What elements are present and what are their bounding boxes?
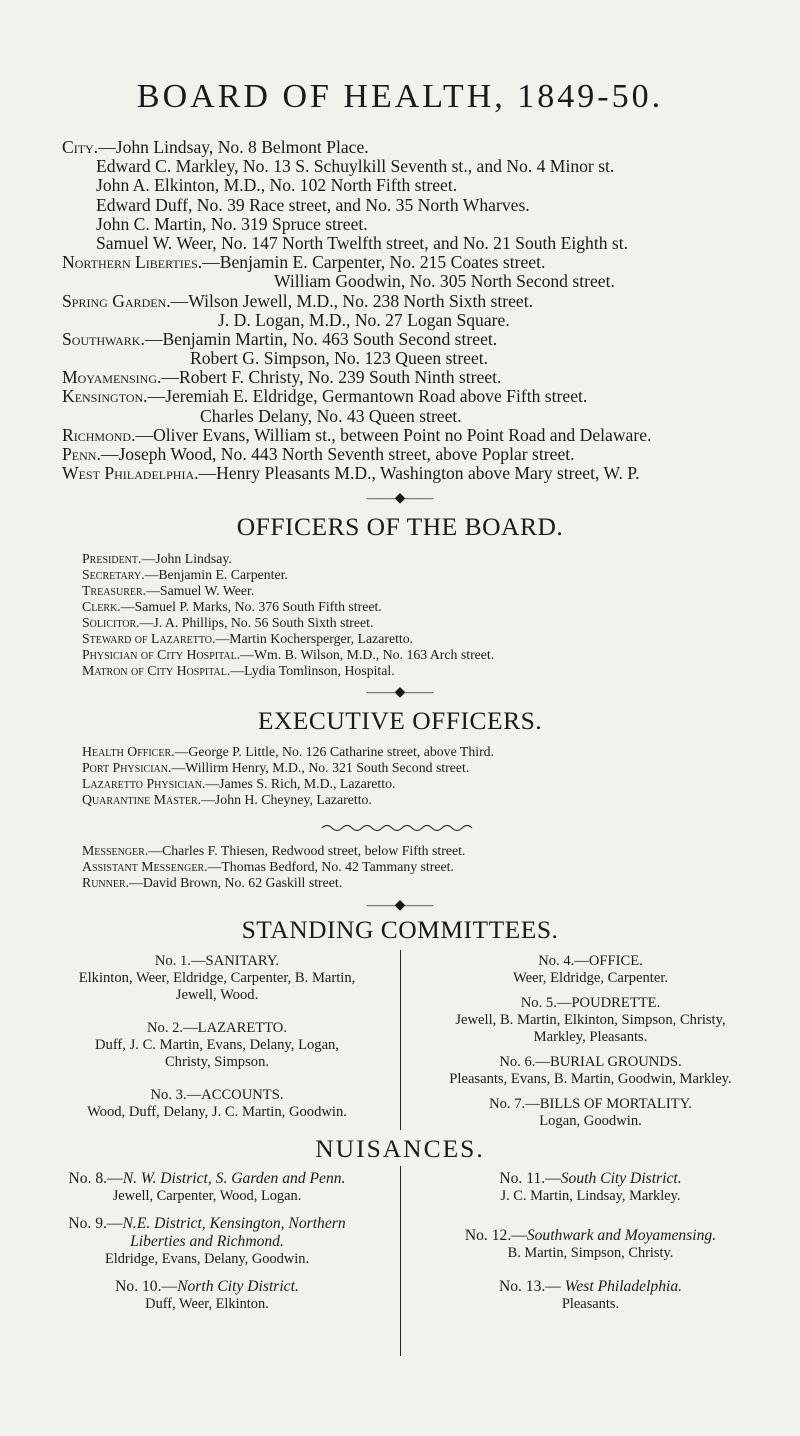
committee-members: Weer, Eldridge, Carpenter. (512, 970, 669, 986)
district-line (62, 445, 782, 464)
district-members-list (62, 138, 782, 483)
committee-members: Logan, Goodwin. (539, 1113, 642, 1129)
district-text: Edward Duff, No. 39 Race street, and No. 35 North Wharves. (96, 194, 530, 215)
executive-list (82, 744, 782, 808)
officer-entry (82, 599, 782, 615)
officers-heading: OFFICERS OF THE BOARD. (236, 512, 564, 541)
officer-name: —Benjamin E. Carpenter. (144, 567, 288, 582)
officer-entry (82, 567, 782, 583)
officer-entry (82, 776, 782, 792)
nuisance-district: North City District. (177, 1278, 299, 1295)
district-text: J. D. Logan, M.D., No. 27 Logan Square. (218, 309, 510, 330)
nuisance-number: No. 12.— (464, 1227, 527, 1244)
officer-name: —Samuel W. Weer. (146, 583, 255, 598)
district-label: City. (62, 137, 99, 157)
district-line (62, 138, 782, 157)
district-text: Robert G. Simpson, No. 123 Queen street. (190, 348, 489, 369)
committee-title: No. 7.—BILLS OF MORTALITY. (489, 1096, 692, 1112)
officer-title: Port Physician. (82, 760, 172, 775)
officer-entry (82, 663, 782, 679)
nuisances-left-column (22, 1170, 392, 1313)
messengers-list (82, 843, 782, 891)
page-title: BOARD OF HEALTH, 1849-50. (136, 78, 664, 115)
district-text: Samuel W. Weer, No. 147 North Twelfth street, and No. 21 South Eighth st. (96, 232, 629, 253)
officer-entry (82, 744, 782, 760)
district-text: —John Lindsay, No. 8 Belmont Place. (98, 137, 369, 157)
district-line (62, 464, 782, 483)
district-text: —Jeremiah E. Eldridge, Germantown Road above Fifth street. (147, 386, 588, 407)
officer-name: —George P. Little, No. 126 Catharine street, above Third. (174, 744, 495, 759)
district-text: —Henry Pleasants M.D., Washington above Mary street, W. P. (198, 463, 640, 484)
committee-members: Jewell, Wood. (175, 987, 259, 1003)
officer-name: —Samuel P. Marks, No. 376 South Fifth street. (120, 599, 382, 614)
nuisances-heading: NUISANCES. (315, 1134, 485, 1163)
committee-members: Christy, Simpson. (164, 1054, 270, 1070)
nuisance-district: Southwark and Moyamensing. (526, 1227, 717, 1244)
officer-name: —John Lindsay. (141, 551, 232, 566)
officer-entry (82, 792, 782, 808)
officer-entry (82, 843, 782, 859)
officer-title: President. (82, 551, 142, 566)
nuisance-district: N. W. District, S. Garden and Penn. (122, 1170, 346, 1187)
nuisance-members: Pleasants. (561, 1296, 620, 1312)
nuisance-number: No. 8.— (68, 1170, 123, 1187)
officer-entry (82, 875, 782, 891)
district-line (62, 292, 782, 311)
nuisance-title (408, 1227, 773, 1245)
district-text: —Wilson Jewell, M.D., No. 238 North Sixth street. (170, 290, 534, 311)
nuisance-district: N.E. District, Kensington, Northern (122, 1215, 346, 1232)
nuisance-members: J. C. Martin, Lindsay, Markley. (500, 1188, 681, 1204)
executive-heading: EXECUTIVE OFFICERS. (257, 706, 543, 735)
district-text: William Goodwin, No. 305 North Second street. (274, 271, 615, 292)
wavy-line-icon (320, 823, 480, 833)
officer-name: —Martin Kochersperger, Lazaretto. (215, 631, 414, 646)
district-line (62, 368, 782, 387)
nuisance-district: Liberties and Richmond. (130, 1233, 284, 1250)
committee-title: No. 2.—LAZARETTO. (147, 1020, 287, 1036)
district-text: Edward C. Markley, No. 13 S. Schuylkill Seventh st., and No. 4 Minor st. (96, 156, 615, 177)
nuisance-title (408, 1278, 773, 1296)
district-line (62, 349, 782, 368)
district-label: Richmond. (62, 424, 136, 445)
section-divider: ——◆—— (366, 491, 434, 506)
wavy-divider (0, 820, 800, 838)
district-line (62, 234, 782, 253)
officer-entry (82, 583, 782, 599)
officer-entry (82, 859, 782, 875)
committee-title: No. 5.—POUDRETTE. (520, 995, 661, 1011)
committee-title: No. 1.—SANITARY. (154, 953, 280, 969)
officer-entry (82, 615, 782, 631)
officer-name: —Willirm Henry, M.D., No. 321 South Second street. (171, 760, 470, 775)
nuisance-district: South City District. (560, 1170, 682, 1187)
district-text: —Benjamin Martin, No. 463 South Second street. (144, 328, 498, 349)
committee-title: No. 3.—ACCOUNTS. (150, 1087, 284, 1103)
district-label: West Philadelphia. (62, 463, 199, 484)
district-label: Spring Garden. (62, 290, 171, 311)
district-label: Moyamensing. (62, 367, 162, 388)
nuisance-title (22, 1278, 392, 1296)
district-text: John C. Martin, No. 319 Spruce street. (96, 213, 368, 234)
nuisance-members: B. Martin, Simpson, Christy. (507, 1245, 674, 1261)
committees-left-column (40, 953, 394, 1121)
committee-members: Wood, Duff, Delany, J. C. Martin, Goodwin. (87, 1104, 347, 1120)
officer-title: Quarantine Master. (82, 792, 202, 807)
officer-entry (82, 760, 782, 776)
committee-title: No. 6.—BURIAL GROUNDS. (499, 1054, 682, 1070)
nuisance-title (22, 1170, 392, 1188)
district-text: —Robert F. Christy, No. 239 South Ninth street. (161, 367, 502, 388)
district-line (62, 157, 782, 176)
officer-title: Treasurer. (82, 583, 147, 598)
district-line (62, 311, 782, 330)
district-text: Charles Delany, No. 43 Queen street. (200, 405, 462, 426)
officer-title: Lazaretto Physician. (82, 776, 206, 791)
officer-title: Matron of City Hospital. (82, 663, 231, 678)
committee-members: Pleasants, Evans, B. Martin, Goodwin, Markley. (449, 1071, 732, 1087)
district-text: —Joseph Wood, No. 443 North Seventh street, above Poplar street. (100, 444, 575, 464)
section-divider: ——◆—— (366, 898, 434, 913)
district-label: Penn. (62, 444, 101, 464)
committee-members: Markley, Pleasants. (533, 1029, 648, 1045)
district-line (62, 387, 782, 406)
nuisance-title (22, 1215, 392, 1233)
district-label: Kensington. (62, 386, 148, 407)
district-label: Northern Liberties. (62, 252, 203, 273)
nuisances-right-column (408, 1170, 773, 1313)
officer-name: —David Brown, No. 62 Gaskill street. (129, 875, 343, 890)
nuisance-number: No. 11.— (499, 1170, 561, 1187)
nuisance-district: West Philadelphia. (564, 1278, 683, 1295)
officer-name: —Charles F. Thiesen, Redwood street, below Fifth street. (148, 843, 466, 858)
officer-title: Assistant Messenger. (82, 859, 208, 874)
officer-name: —James S. Rich, M.D., Lazaretto. (205, 776, 396, 791)
officer-name: —John H. Cheyney, Lazaretto. (201, 792, 372, 807)
nuisance-number: No. 9.— (68, 1215, 123, 1232)
officer-title: Physician of City Hospital. (82, 647, 241, 662)
district-text: John A. Elkinton, M.D., No. 102 North Fifth street. (96, 175, 458, 196)
committees-heading: STANDING COMMITTEES. (241, 915, 559, 944)
officer-name: —Lydia Tomlinson, Hospital. (230, 663, 395, 678)
nuisance-members: Duff, Weer, Elkinton. (145, 1296, 269, 1312)
officer-title: Messenger. (82, 843, 149, 858)
district-line (62, 196, 782, 215)
officer-entry (82, 551, 782, 567)
district-line (62, 253, 782, 272)
district-line (62, 176, 782, 195)
officer-title: Runner. (82, 875, 130, 890)
officer-entry (82, 631, 782, 647)
officer-name: —J. A. Phillips, No. 56 South Sixth street. (139, 615, 374, 630)
committee-members: Duff, J. C. Martin, Evans, Delany, Logan, (95, 1037, 339, 1053)
district-label: Southwark. (62, 328, 145, 349)
district-line (62, 272, 782, 291)
committee-members: Jewell, B. Martin, Elkinton, Simpson, Christy, (455, 1012, 726, 1028)
district-line (62, 330, 782, 349)
officers-list (82, 551, 782, 679)
section-divider: ——◆—— (366, 685, 434, 700)
district-line (62, 426, 782, 445)
officer-title: Solicitor. (82, 615, 140, 630)
officer-title: Clerk. (82, 599, 121, 614)
committees-right-column (408, 953, 773, 1130)
officer-title: Health Officer. (82, 744, 175, 759)
district-line (62, 407, 782, 426)
committee-title: No. 4.—OFFICE. (538, 953, 643, 969)
district-text: —Benjamin E. Carpenter, No. 215 Coates street. (202, 252, 546, 273)
column-divider (400, 950, 401, 1130)
officer-title: Steward of Lazaretto. (82, 631, 216, 646)
nuisance-members: Jewell, Carpenter, Wood, Logan. (112, 1188, 302, 1204)
officer-title: Secretary. (82, 567, 145, 582)
nuisance-title (408, 1170, 773, 1188)
officer-name: —Thomas Bedford, No. 42 Tammany street. (207, 859, 454, 874)
committee-members: Elkinton, Weer, Eldridge, Carpenter, B. Martin, (78, 970, 356, 986)
column-divider (400, 1166, 401, 1356)
officer-name: —Wm. B. Wilson, M.D., No. 163 Arch street. (240, 647, 495, 662)
district-line (62, 215, 782, 234)
district-text: —Oliver Evans, William st., between Point no Point Road and Delaware. (135, 424, 652, 445)
officer-entry (82, 647, 782, 663)
nuisance-number: No. 13.— (498, 1278, 565, 1295)
nuisance-members: Eldridge, Evans, Delany, Goodwin. (104, 1251, 310, 1267)
nuisance-number: No. 10.— (115, 1278, 178, 1295)
